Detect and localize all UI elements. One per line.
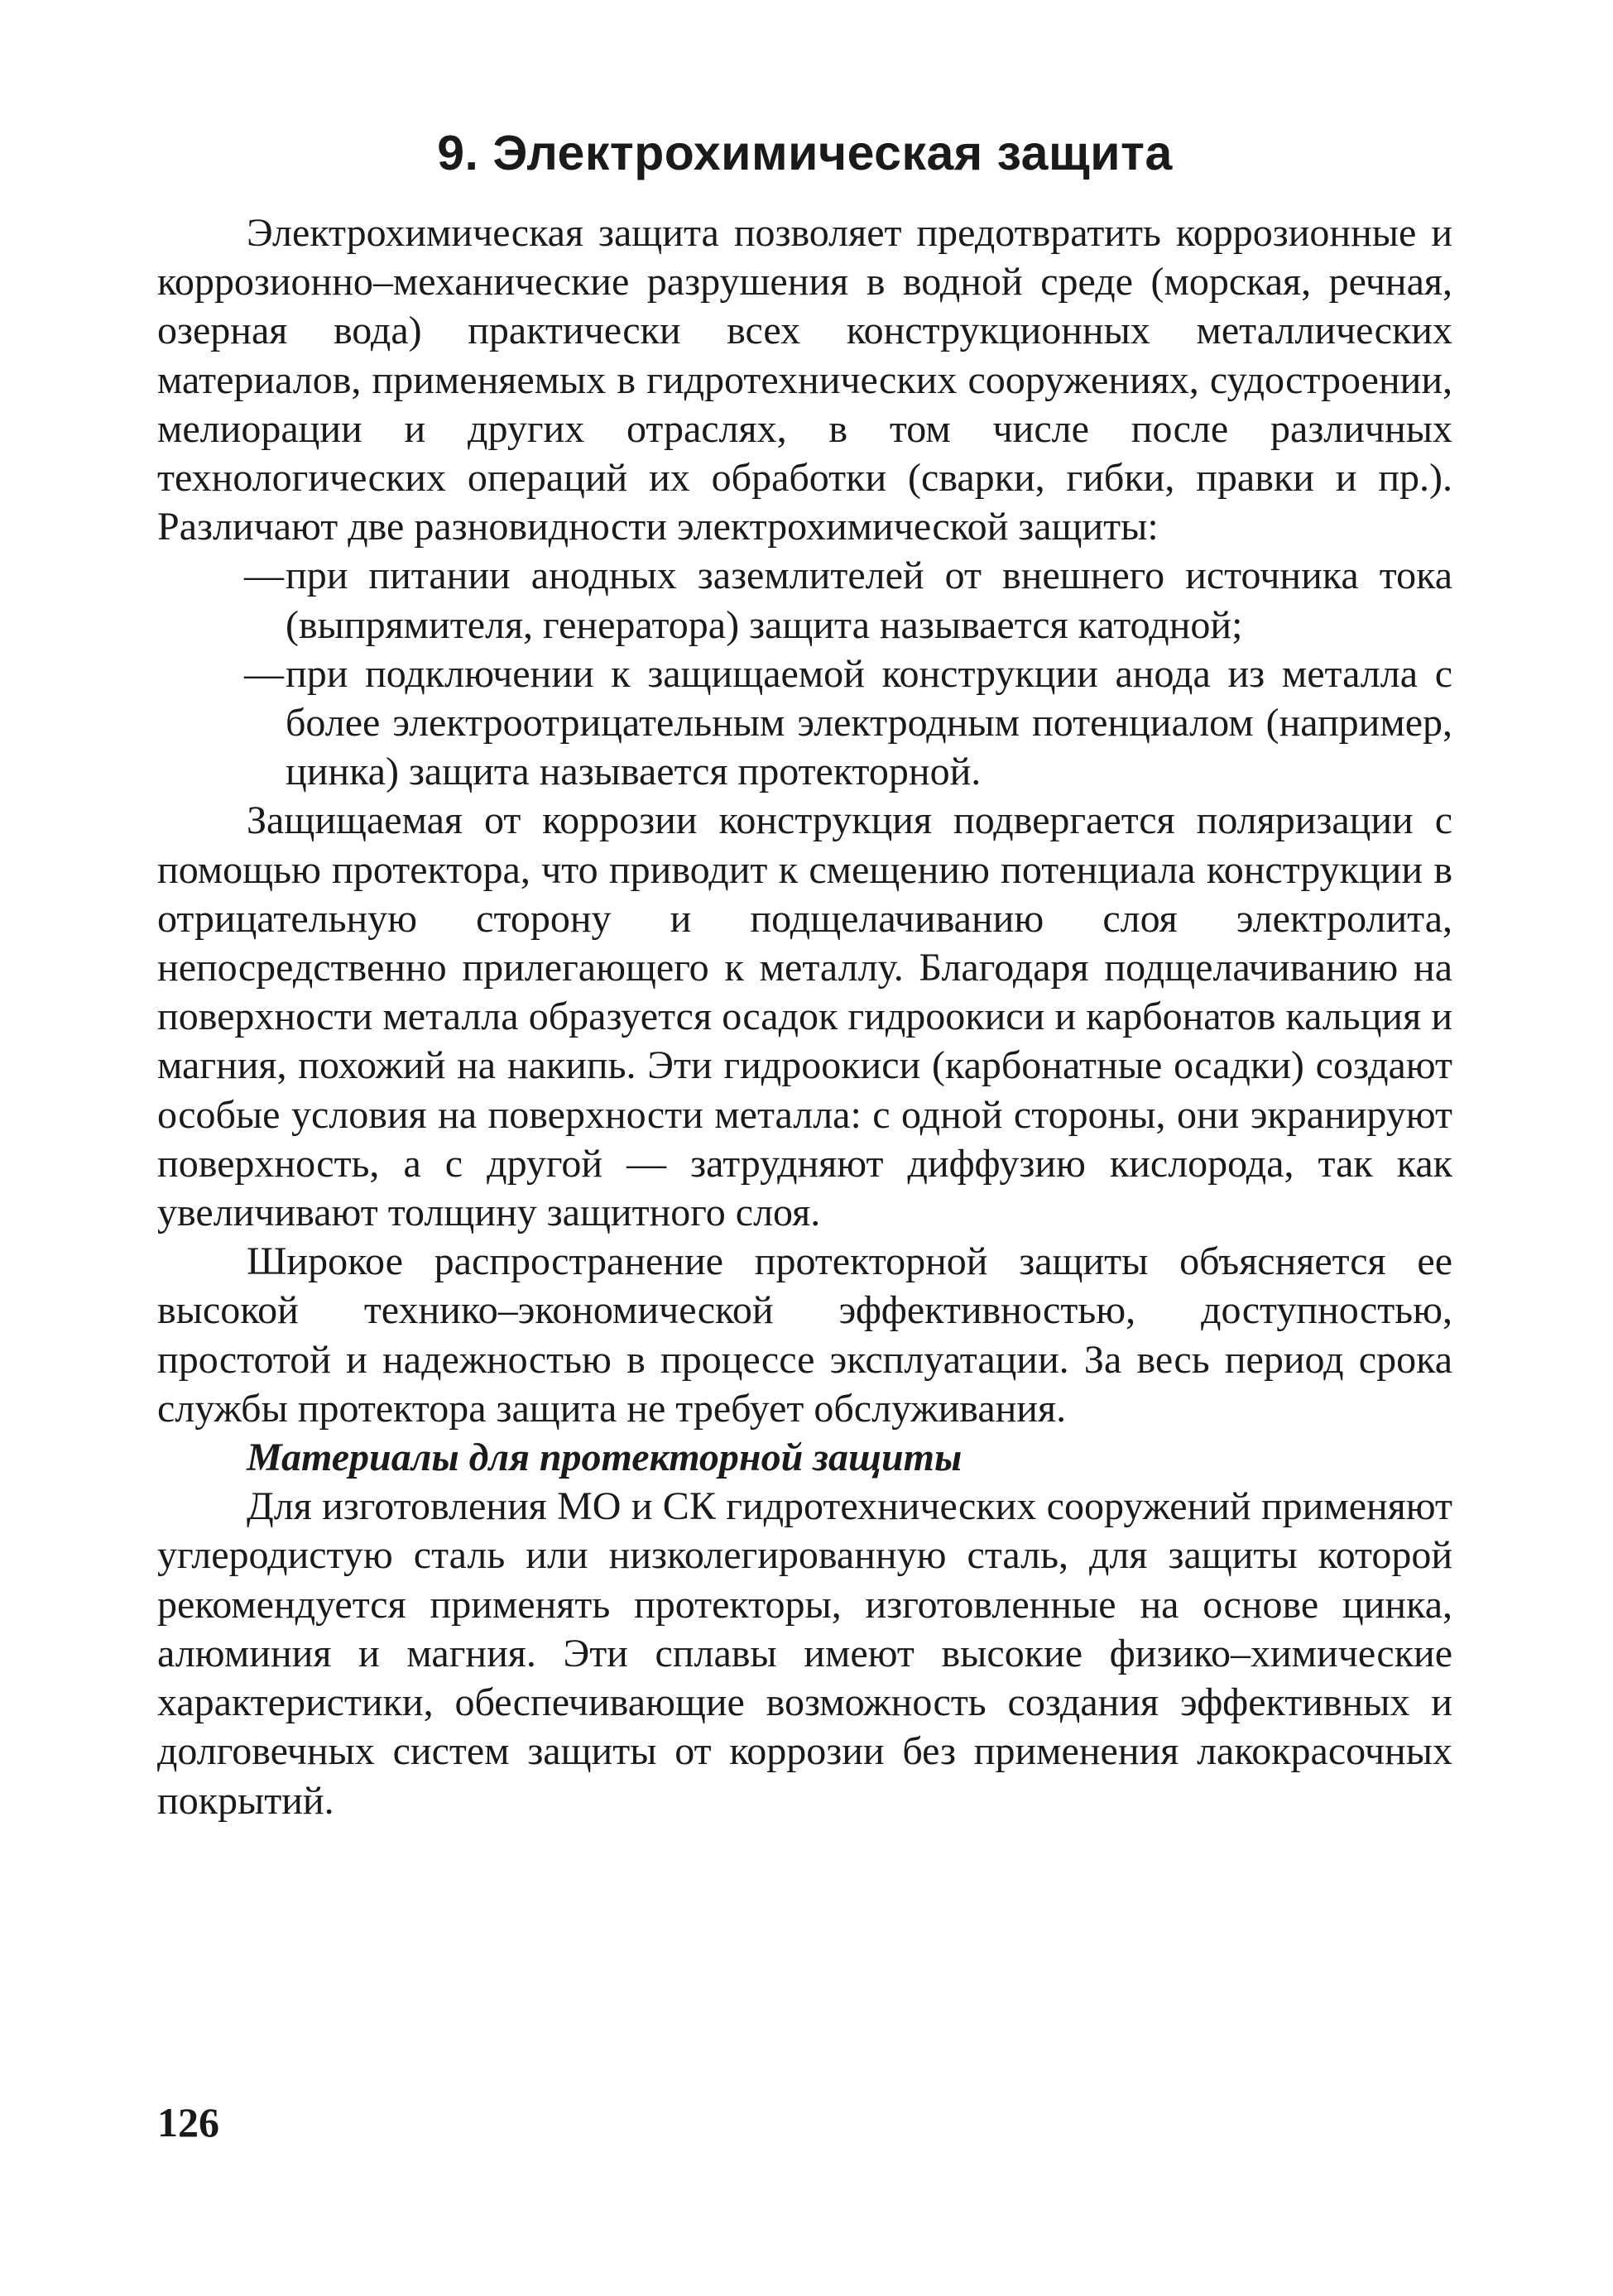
page-content — [157, 116, 1452, 1825]
page-number: 126 — [157, 2099, 219, 2145]
dash-marker: — — [244, 651, 284, 696]
list-item — [244, 649, 1452, 797]
section-title: 9. Электрохимическая защита — [437, 126, 1173, 180]
list-item-text: при подключении к защищаемой конструкции анода из металла с более электроотрицательным электродным потенциалом (например, цинка) защита называется протекторной. — [286, 651, 1452, 794]
paragraph-intro: Электрохимическая защита позволяет предотвратить коррозионные и коррозионно–механические разрушения в водной среде (морская, речная, озерная вода) практически всех конструкционных металлических материалов, применяемых в гидротехнических сооружениях, судостроении, мелиорации и других отраслях, в том числе после различных технологических операций их обработки (сварки, гибки, правки и пр.). Различают две разновидности электрохимической защиты: — [157, 211, 1452, 549]
paragraph-materials: Для изготовления МО и СК гидротехнических сооружений применяют углеродистую сталь или низколегированную сталь, для защиты которой рекомендуется применять протекторы, изготовленные на основе цинка, алюминия и магния. Эти сплавы имеют высокие физико–химические характеристики, обеспечивающие возможность создания эффективных и долговечных систем защиты от коррозии без применения лакокрасочных покрытий. — [157, 1484, 1452, 1823]
subheading-materials: Материалы для протекторной защиты — [247, 1436, 963, 1480]
dash-marker: — — [244, 554, 284, 598]
paragraph-spread: Широкое распространение протекторной защиты объясняется ее высокой технико–экономической эффективностью, доступностью, простотой и надежностью в процессе эксплуатации. За весь период срока службы протектора защита не требует обслуживания. — [157, 1239, 1452, 1431]
protection-types-list — [157, 551, 1452, 796]
list-item — [244, 551, 1452, 649]
paragraph-polarization: Защищаемая от коррозии конструкция подвергается поляризации с помощью протектора, что приводит к смещению потенциала конструкции в отрицательную сторону и подщелачиванию слоя электролита, непосредственно прилегающего к металлу. Благодаря подщелачиванию на поверхности металла образуется осадок гидроокиси и карбонатов кальция и магния, похожий на накипь. Эти гидроокиси (карбонатные осадки) создают особые условия на поверхности металла: с одной стороны, они экранируют поверхность, а с другой — затрудняют диффузию кислорода, так как увеличивают толщину защитного слоя. — [157, 798, 1452, 1235]
list-item-text: при питании анодных заземлителей от внешнего источника тока (выпрямителя, генератора) защита называется катодной; — [286, 554, 1452, 647]
body-text — [157, 209, 1452, 1825]
